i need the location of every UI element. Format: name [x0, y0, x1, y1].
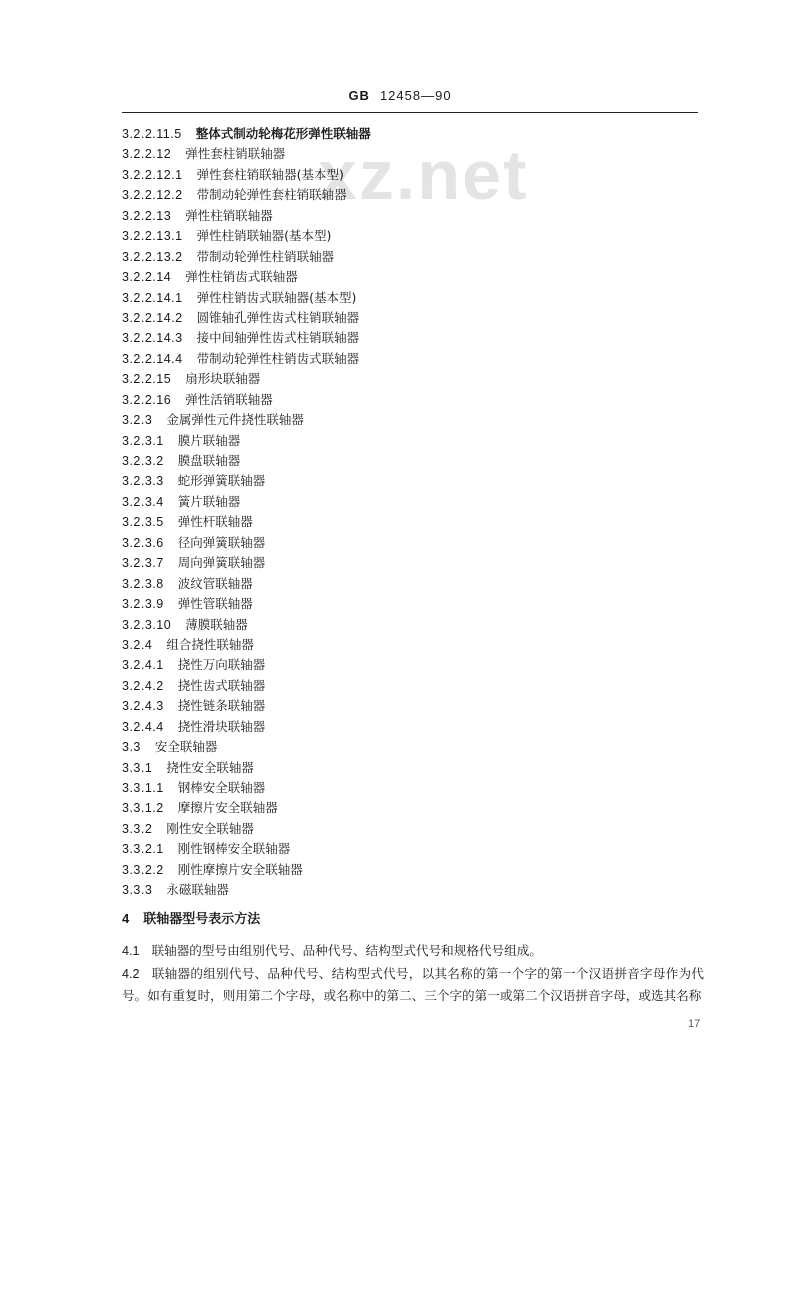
list-item: [122, 860, 702, 880]
item-title: 挠性齿式联轴器: [177, 677, 266, 693]
item-title: 薄膜联轴器: [185, 616, 248, 632]
list-item: [122, 144, 702, 164]
item-title: 钢棒安全联轴器: [177, 780, 266, 795]
classification-list: [122, 124, 702, 901]
paragraph-number: 4.1: [122, 944, 140, 958]
item-title: 径向弹簧联轴器: [177, 534, 266, 550]
item-number: 3.2.3.8: [122, 576, 164, 591]
paragraph-number: 4.2: [122, 967, 140, 981]
item-title: 刚性摩擦片安全联轴器: [177, 861, 303, 877]
item-title: 刚性安全联轴器: [166, 820, 254, 836]
standard-prefix: GB: [348, 88, 370, 103]
list-item: [122, 328, 702, 348]
item-number: 3.2.2.13: [122, 208, 172, 223]
list-item: [122, 512, 702, 532]
item-title: 周向弹簧联轴器: [177, 555, 266, 571]
item-number: 3.2.4.3: [122, 699, 164, 714]
item-number: 3.2.2.12: [122, 147, 172, 162]
item-title: 带制动轮弹性柱销齿式联轴器: [196, 350, 360, 366]
list-item: [122, 471, 702, 491]
list-item: [122, 451, 702, 471]
list-item: [122, 492, 702, 512]
list-item: [122, 655, 702, 675]
item-title: 弹性柱销联轴器(基本型): [196, 228, 332, 244]
item-title: 挠性滑块联轴器: [177, 718, 266, 734]
page-number: 17: [688, 1018, 701, 1030]
item-number: 3.3.2.2: [122, 862, 164, 877]
item-title: 接中间轴弹性齿式柱销联轴器: [196, 330, 360, 346]
item-title: 组合挠性联轴器: [166, 636, 254, 652]
section-number: 4: [122, 911, 130, 926]
item-title: 安全联轴器: [154, 739, 218, 755]
item-title: 弹性套柱销联轴器(基本型): [196, 166, 344, 182]
item-number: 3.2.2.12.1: [122, 167, 183, 182]
item-number: 3.2.2.12.2: [122, 188, 183, 203]
paragraph-4-1: [122, 940, 704, 962]
item-number: 3.3: [122, 740, 141, 755]
list-item: [122, 533, 702, 553]
list-item: [122, 778, 702, 798]
item-title: 带制动轮弹性柱销联轴器: [196, 248, 335, 264]
item-title: 挠性链条联轴器: [177, 698, 266, 714]
list-item: [122, 635, 702, 655]
list-item: [122, 185, 702, 205]
list-item: [122, 206, 702, 226]
list-item: [122, 880, 702, 900]
item-number: 3.2.2.16: [122, 392, 172, 407]
list-item: [122, 431, 702, 451]
item-title: 膜盘联轴器: [177, 453, 241, 468]
item-title: 弹性柱销齿式联轴器: [185, 269, 298, 285]
list-item: [122, 267, 702, 287]
item-number: 3.2.4.1: [122, 658, 164, 673]
item-number: 3.3.2: [122, 821, 153, 836]
paragraph-text: 联轴器的型号由组别代号、品种代号、结构型式代号和规格代号组成。: [151, 943, 542, 958]
item-number: 3.2.3.2: [122, 454, 164, 468]
item-number: 3.3.1: [122, 760, 153, 775]
item-title: 蛇形弹簧联轴器: [177, 473, 266, 489]
watermark: xz.net: [318, 136, 529, 214]
item-number: 3.2.2.14.3: [122, 331, 183, 346]
item-title: 弹性柱销齿式联轴器(基本型): [196, 289, 357, 305]
item-number: 3.2.3.7: [122, 556, 164, 571]
item-number: 3.3.2.1: [122, 842, 164, 857]
item-title: 扇形块联轴器: [185, 371, 261, 387]
header-rule: [122, 112, 698, 113]
item-title: 挠性万向联轴器: [177, 657, 266, 673]
item-title: 挠性安全联轴器: [166, 759, 254, 775]
item-title: 弹性套柱销联轴器: [185, 146, 286, 162]
page-header: [0, 88, 800, 103]
item-title: 金属弹性元件挠性联轴器: [166, 412, 304, 428]
item-title: 弹性柱销联轴器: [185, 207, 273, 223]
item-number: 3.2.2.14.1: [122, 290, 183, 305]
item-title: 圆锥轴孔弹性齿式柱销联轴器: [196, 309, 360, 325]
list-item: [122, 124, 702, 144]
item-number: 3.2.2.15: [122, 372, 172, 387]
item-title: 永磁联轴器: [166, 882, 229, 898]
item-number: 3.2.3.4: [122, 494, 164, 509]
list-item: [122, 553, 702, 573]
list-item: [122, 226, 702, 246]
item-number: 3.3.3: [122, 883, 153, 898]
item-number: 3.2.2.13.2: [122, 249, 183, 264]
list-item: [122, 390, 702, 410]
item-number: 3.2.4.4: [122, 719, 164, 734]
item-number: 3.2.3.6: [122, 535, 164, 550]
item-number: 3.3.1.2: [122, 801, 164, 816]
item-title: 波纹管联轴器: [177, 575, 253, 591]
item-number: 3.2.2.13.1: [122, 229, 183, 244]
item-number: 3.2.3.5: [122, 515, 164, 530]
paragraph-4-2: [122, 963, 704, 1006]
paragraph-text: 联轴器的组别代号、品种代号、结构型式代号，以其名称的第一个字的第一个汉语拼音字母作为代号。如有重复时，则用第二个字母，或名称中的第二、三个字的第一或第二个汉语拼音字母，或选其名称: [122, 966, 704, 1003]
item-number: 3.2.3.9: [122, 597, 164, 612]
item-title: 膜片联轴器: [177, 432, 241, 448]
item-number: 3.2.3.1: [122, 433, 164, 448]
item-number: 3.2.3: [122, 413, 153, 428]
item-number: 3.2.3.3: [122, 474, 164, 489]
list-item: [122, 308, 702, 328]
list-item: [122, 349, 702, 369]
item-title: 簧片联轴器: [177, 493, 241, 509]
item-number: 3.2.2.14: [122, 270, 172, 285]
list-item: [122, 676, 702, 696]
list-item: [122, 615, 702, 635]
list-item: [122, 737, 702, 757]
list-item: [122, 839, 702, 859]
list-item: [122, 247, 702, 267]
item-number: 3.3.1.1: [122, 781, 164, 795]
standard-number: 12458—90: [379, 88, 452, 103]
list-item: [122, 758, 702, 778]
item-number: 3.2.3.10: [122, 617, 172, 632]
list-item: [122, 798, 702, 818]
list-item: [122, 819, 702, 839]
list-item: [122, 696, 702, 716]
item-title: 弹性活销联轴器: [185, 391, 273, 407]
list-item: [122, 165, 702, 185]
list-item: [122, 717, 702, 737]
item-title: 刚性钢棒安全联轴器: [177, 841, 291, 857]
item-number: 3.2.4.2: [122, 678, 164, 693]
list-item: [122, 369, 702, 389]
item-title: 弹性杆联轴器: [177, 514, 253, 530]
item-title: 带制动轮弹性套柱销联轴器: [196, 187, 347, 203]
item-number: 3.2.2.14.4: [122, 351, 183, 366]
item-number: 3.2.4: [122, 637, 153, 652]
item-title: 弹性管联轴器: [177, 596, 253, 612]
list-item: [122, 594, 702, 614]
item-title: 摩擦片安全联轴器: [177, 800, 278, 816]
list-item: [122, 574, 702, 594]
item-number: 3.2.2.11.5: [122, 127, 182, 141]
list-item: [122, 288, 702, 308]
section-4-heading: [122, 908, 260, 927]
item-title: 整体式制动轮梅花形弹性联轴器: [195, 126, 371, 141]
section-title: 联轴器型号表示方法: [143, 912, 261, 927]
item-number: 3.2.2.14.2: [122, 310, 183, 325]
list-item: [122, 410, 702, 430]
